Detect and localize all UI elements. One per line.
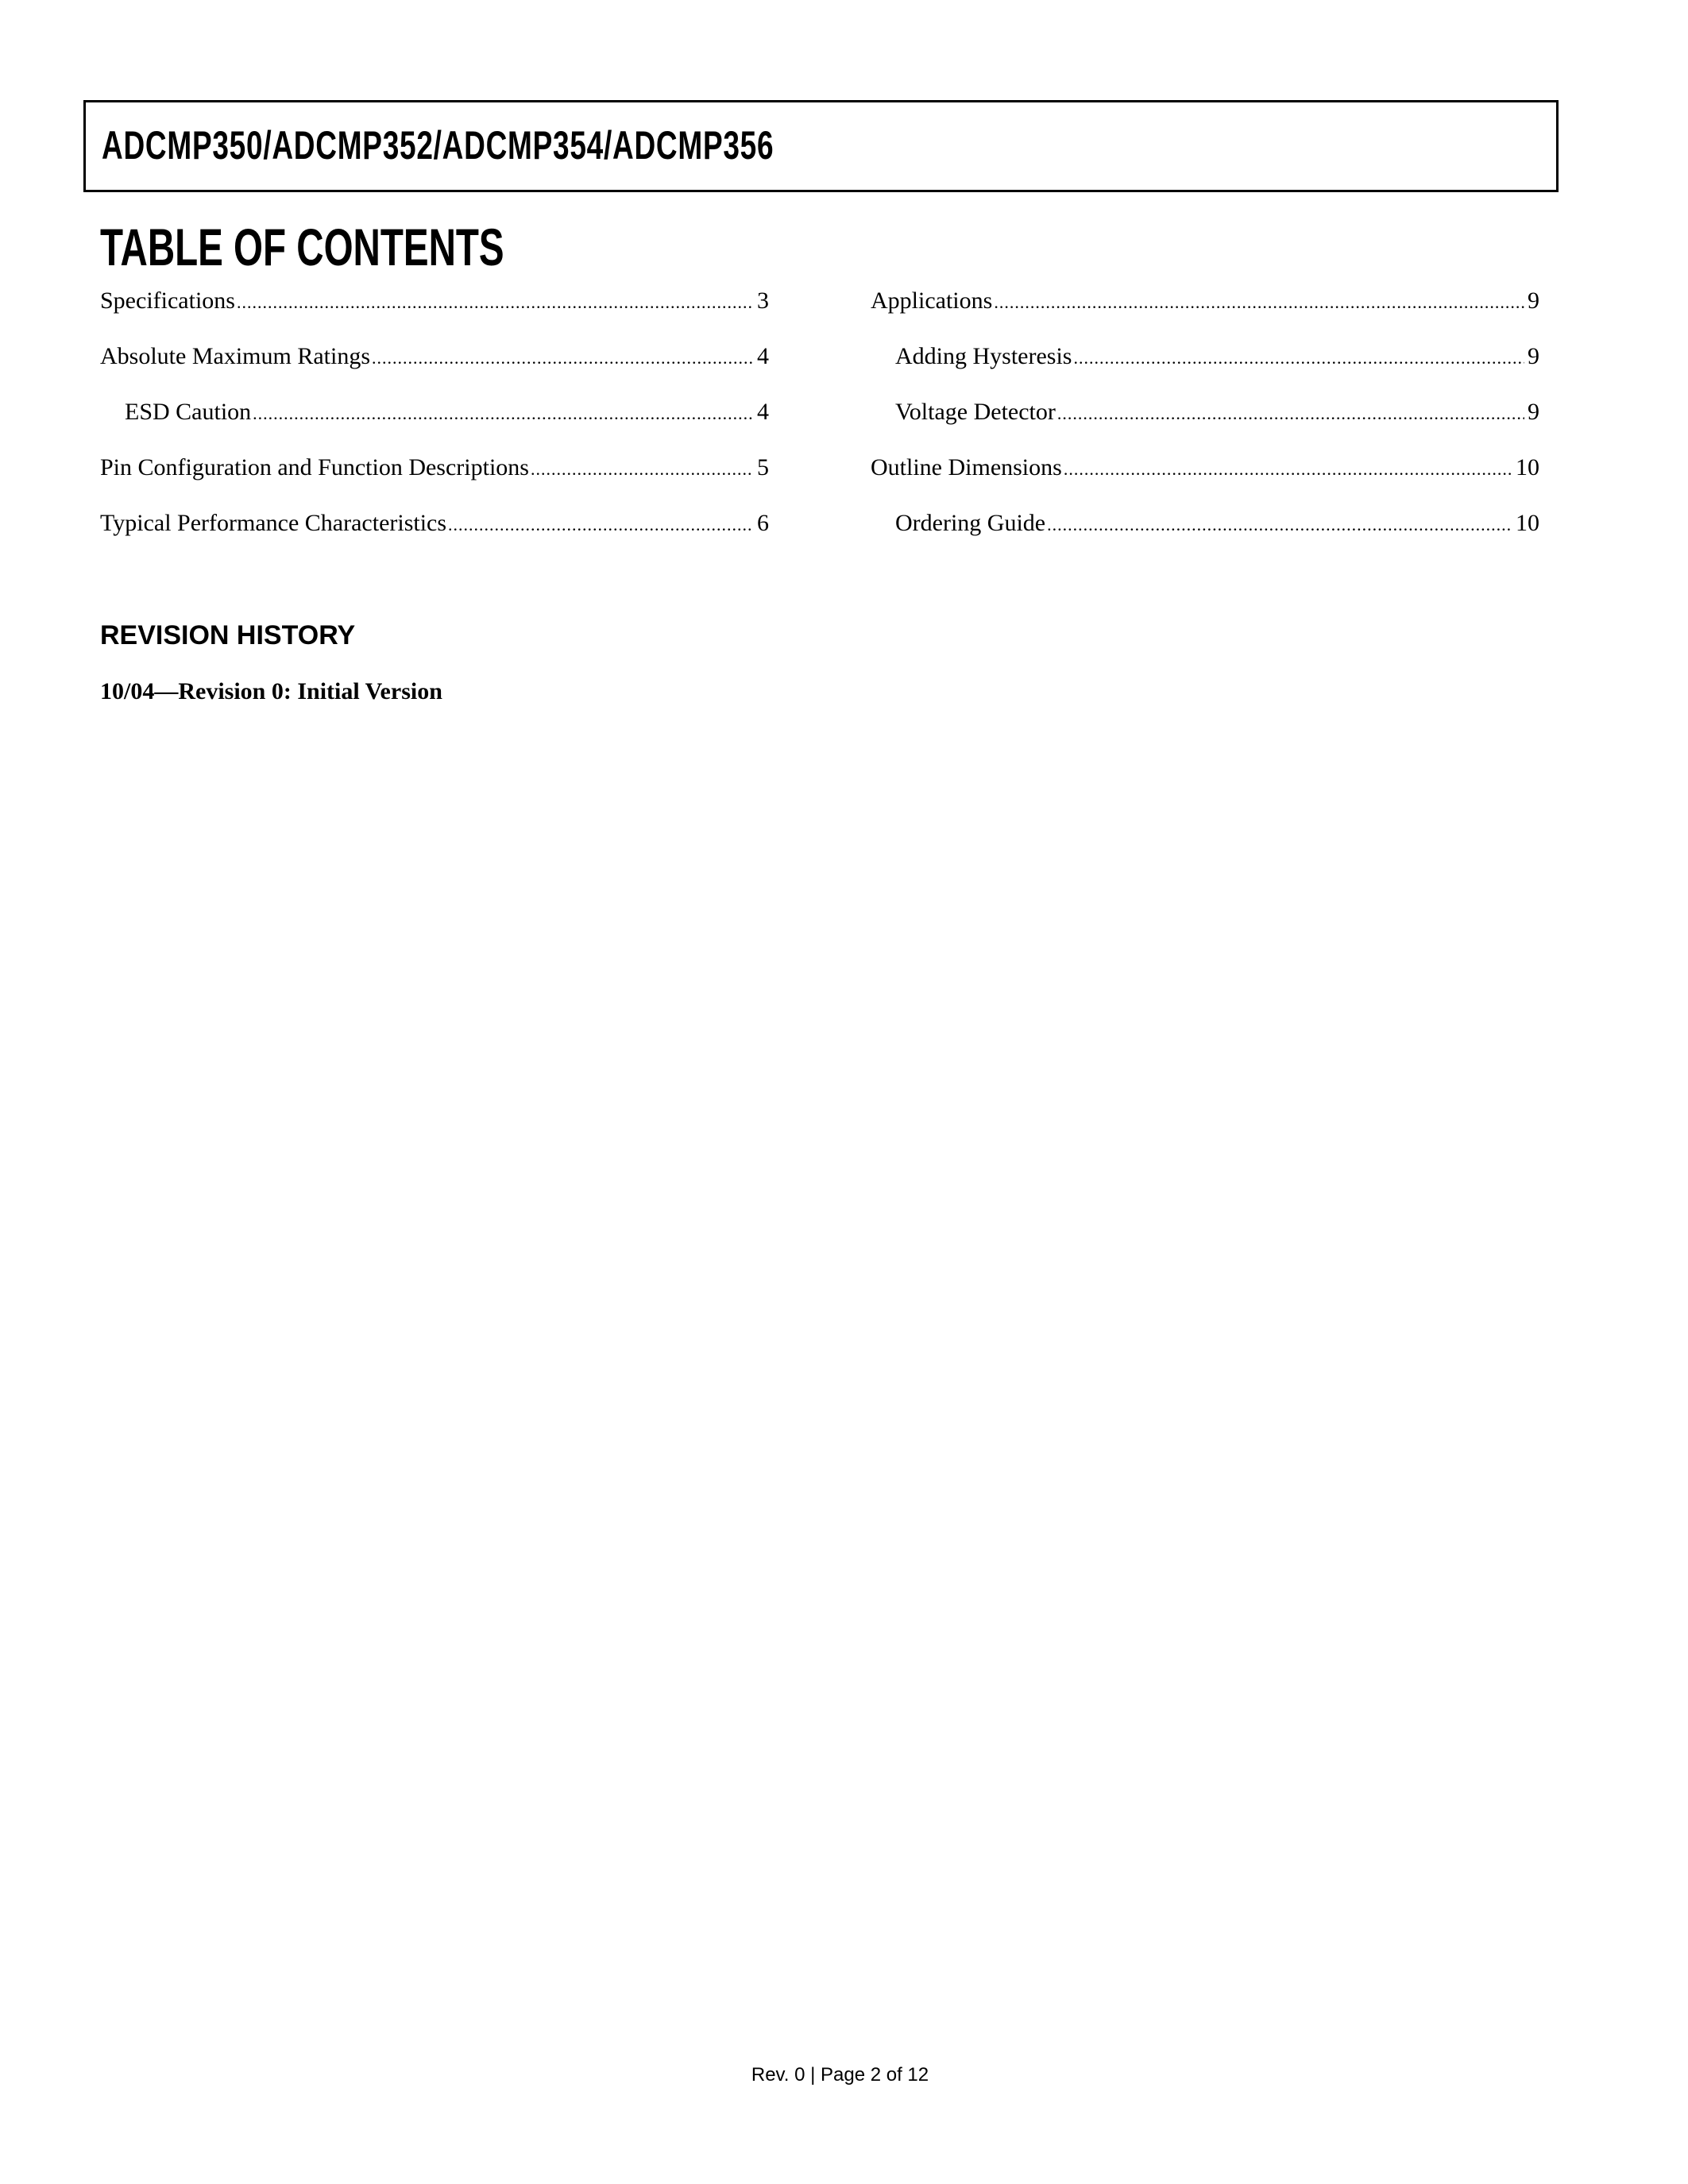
revision-entry: 10/04—Revision 0: Initial Version [100,678,442,704]
dot-leader [1047,507,1512,543]
toc-entry-page: 10 [1516,454,1539,480]
toc-entry-page: 6 [757,510,769,536]
toc-entry-label: Specifications [100,287,235,314]
toc-entry-label: Pin Configuration and Function Descriptions [100,454,529,480]
toc-entry-specifications[interactable] [100,283,769,338]
toc-column-right [871,283,1539,561]
toc-entry-pin-configuration[interactable] [100,450,769,505]
toc-entry-voltage-detector[interactable] [871,394,1539,450]
toc-entry-adding-hysteresis[interactable] [871,338,1539,394]
dot-leader [448,507,754,543]
dot-leader [237,284,754,321]
toc-entry-label: Adding Hysteresis [895,343,1072,369]
toc-entry-page: 4 [757,343,769,369]
toc-entry-page: 5 [757,454,769,480]
dot-leader [372,340,754,376]
toc-entry-absolute-maximum-ratings[interactable] [100,338,769,394]
toc-entry-esd-caution[interactable] [100,394,769,450]
toc-entry-label: Typical Performance Characteristics [100,510,447,536]
dot-leader [994,284,1524,321]
dot-leader [253,396,754,432]
toc-entry-page: 9 [1528,287,1539,314]
toc-entry-label: Absolute Maximum Ratings [100,343,370,369]
toc-heading: TABLE OF CONTENTS [100,218,504,276]
toc-entry-label: Voltage Detector [895,399,1056,425]
dot-leader [531,451,754,488]
toc-entry-label: ESD Caution [125,399,252,425]
header-box [83,100,1559,192]
toc-entry-label: Applications [871,287,993,314]
toc-entry-page: 10 [1516,510,1539,536]
toc-column-left [100,283,769,561]
toc-entry-label: Ordering Guide [895,510,1046,536]
toc-entry-page: 3 [757,287,769,314]
toc-entry-ordering-guide[interactable] [871,505,1539,561]
toc-entry-outline-dimensions[interactable] [871,450,1539,505]
dot-leader [1073,340,1524,376]
document-title: ADCMP350/ADCMP352/ADCMP354/ADCMP356 [102,123,774,168]
revision-history-heading: REVISION HISTORY [100,620,356,650]
toc-entry-label: Outline Dimensions [871,454,1062,480]
toc-entry-page: 4 [757,399,769,425]
page-number-text: Rev. 0 | Page 2 of 12 [751,2064,929,2086]
toc-entry-page: 9 [1528,399,1539,425]
toc-entry-applications[interactable] [871,283,1539,338]
toc-entry-page: 9 [1528,343,1539,369]
toc-entry-typical-performance[interactable] [100,505,769,561]
dot-leader [1057,396,1524,432]
page-footer [0,2063,1688,2087]
dot-leader [1064,451,1512,488]
